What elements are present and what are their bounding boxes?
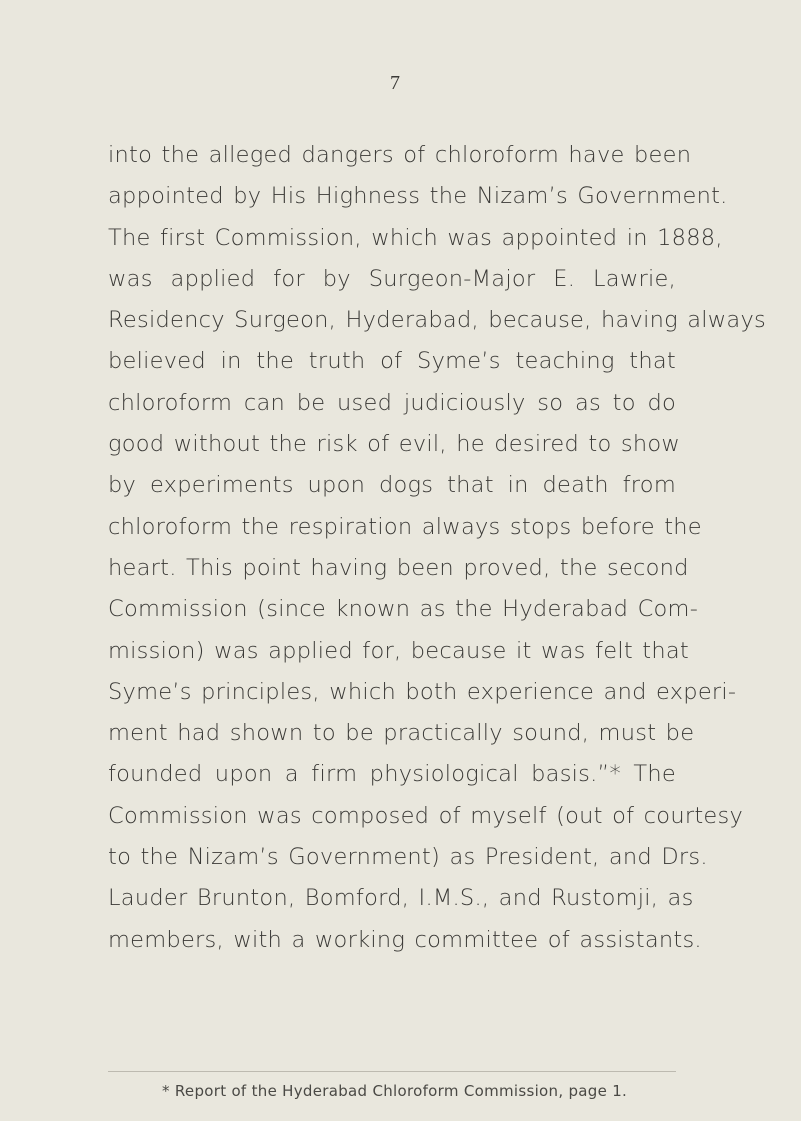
text-line: The first Commission, which was appointed in 1888, [108, 224, 723, 251]
text-line: Syme’s principles, which both experience and experi- [108, 678, 737, 705]
text-line: chloroform the respiration always stops before the [108, 513, 702, 540]
footnote: * Report of the Hyderabad Chloroform Commission, page 1. [162, 1082, 628, 1100]
text-line: Commission (since known as the Hyderabad Com- [108, 596, 699, 623]
text-line: good without the risk of evil, he desired to show [108, 431, 681, 458]
text-line: into the alleged dangers of chloroform have been [108, 142, 692, 168]
text-line: appointed by His Highness the Nizam’s Government. [108, 183, 728, 210]
text-line: by experiments upon dogs that in death from [108, 472, 676, 499]
footnote-divider [108, 1071, 676, 1072]
text-line: Residency Surgeon, Hyderabad, because, having always [108, 307, 766, 334]
text-line: founded upon a firm physiological basis.”* The [108, 761, 676, 788]
text-line: mission) was applied for, because it was felt that [108, 637, 689, 664]
body-paragraph [108, 135, 766, 961]
text-line: Commission was composed of myself (out of courtesy [108, 802, 744, 829]
text-line: heart. This point having been proved, the second [108, 554, 689, 581]
page-number: 7 [390, 72, 400, 94]
text-line: members, with a working committee of assistants. [108, 926, 702, 953]
text-line: believed in the truth of Syme’s teaching that [108, 348, 676, 375]
text-line: was applied for by Surgeon-Major E. Lawrie, [108, 265, 676, 292]
text-line: to the Nizam’s Government) as President, and Drs. [108, 844, 708, 871]
text-line: chloroform can be used judiciously so as to do [108, 389, 676, 416]
text-line: ment had shown to be practically sound, must be [108, 720, 695, 747]
text-line: Lauder Brunton, Bomford, I.M.S., and Rustomji, as [108, 885, 694, 912]
